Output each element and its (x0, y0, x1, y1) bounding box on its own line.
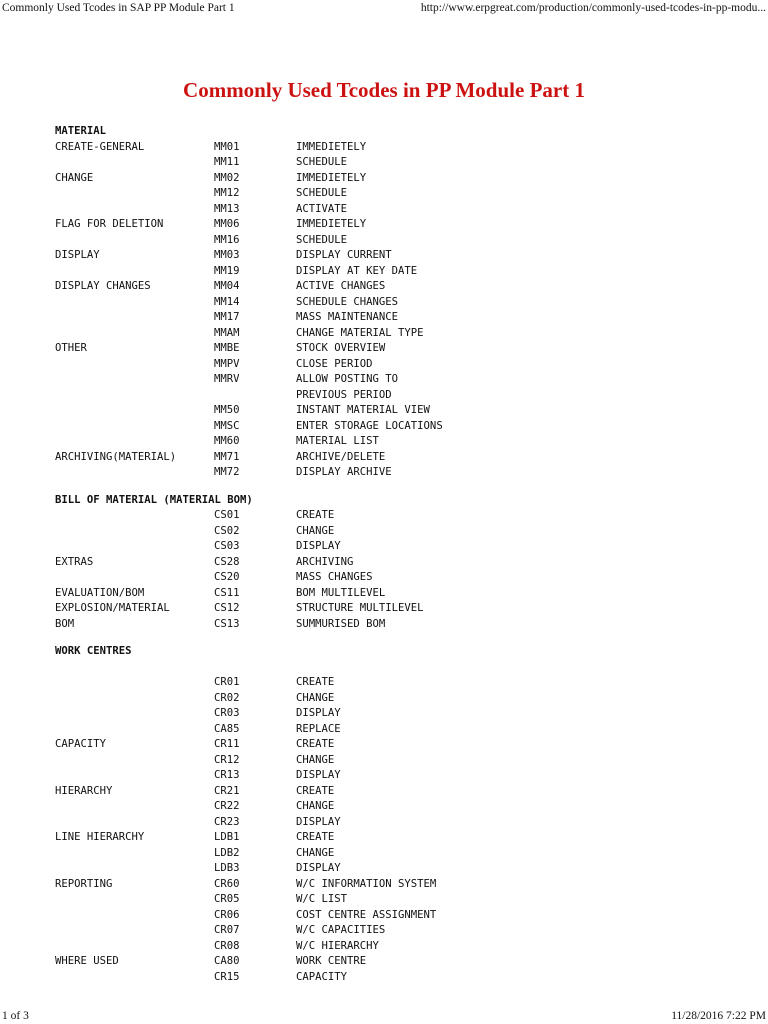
row-tcode: CS13 (214, 617, 240, 630)
row-description: SCHEDULE (296, 187, 348, 199)
row-description: W/C LIST (296, 893, 348, 905)
row-tcode: MM13 (214, 202, 240, 215)
tcode-row (55, 939, 755, 955)
row-description: CREATE (296, 831, 335, 843)
section-gap (55, 632, 755, 644)
row-description: ARCHIVING (296, 555, 354, 568)
row-description: CREATE (296, 509, 335, 521)
row-label: LINE HIERARCHY (55, 831, 145, 843)
row-description: IMMEDIETELY (296, 218, 367, 230)
tcode-row (55, 846, 755, 862)
tcode-row (55, 706, 755, 722)
row-description: CAPACITY (296, 970, 348, 983)
tcode-row (55, 419, 755, 435)
tcode-row (55, 357, 755, 373)
row-tcode: CA80 (214, 955, 240, 967)
row-description: W/C CAPACITIES (296, 924, 386, 936)
row-tcode: CR07 (214, 924, 240, 936)
tcode-row (55, 388, 755, 404)
row-tcode: CS11 (214, 586, 240, 599)
row-tcode: MM06 (214, 218, 240, 230)
tcode-listing (55, 124, 755, 985)
row-description: DISPLAY (296, 769, 341, 781)
row-tcode: CS28 (214, 555, 240, 568)
tcode-row (55, 954, 755, 970)
row-label: EXTRAS (55, 555, 94, 568)
row-description: DISPLAY (296, 540, 341, 552)
row-tcode: MM60 (214, 435, 240, 447)
tcode-row (55, 155, 755, 171)
tcode-row (55, 586, 755, 602)
row-description: INSTANT MATERIAL VIEW (296, 404, 430, 416)
tcode-row (55, 202, 755, 218)
row-tcode: MM12 (214, 187, 240, 199)
row-tcode: CS20 (214, 571, 240, 583)
row-tcode: MM19 (214, 264, 240, 277)
row-tcode: MM72 (214, 466, 240, 478)
row-tcode: MMPV (214, 357, 240, 370)
tcode-row (55, 186, 755, 202)
section-title: BILL OF MATERIAL (MATERIAL BOM) (55, 493, 253, 506)
tcode-row (55, 737, 755, 753)
row-tcode: CS03 (214, 540, 240, 552)
row-description: MATERIAL LIST (296, 435, 379, 447)
row-tcode: MMBE (214, 342, 240, 354)
row-description: STRUCTURE MULTILEVEL (296, 602, 424, 614)
row-label: WHERE USED (55, 955, 119, 967)
row-description: MASS MAINTENANCE (296, 311, 399, 323)
row-tcode: CR12 (214, 753, 240, 766)
row-description: MASS CHANGES (296, 571, 373, 583)
row-tcode: CR08 (214, 939, 240, 952)
tcode-row (55, 248, 755, 264)
tcode-row (55, 722, 755, 738)
tcode-row (55, 279, 755, 295)
row-description: CHANGE MATERIAL TYPE (296, 326, 424, 339)
tcode-row (55, 217, 755, 233)
footer-page-number: 1 of 3 (2, 1010, 29, 1022)
row-description: DISPLAY (296, 815, 341, 828)
print-footer (0, 1006, 768, 1024)
row-tcode: CR05 (214, 893, 240, 905)
tcode-row (55, 508, 755, 524)
row-description: PREVIOUS PERIOD (296, 388, 392, 401)
tcode-row (55, 341, 755, 357)
row-label: BOM (55, 617, 75, 630)
row-tcode: LDB2 (214, 846, 240, 859)
footer-datetime: 11/28/2016 7:22 PM (671, 1010, 766, 1022)
row-label: EVALUATION/BOM (55, 586, 145, 599)
tcode-row (55, 861, 755, 877)
tcode-row (55, 753, 755, 769)
row-tcode: CA85 (214, 722, 240, 735)
row-tcode: CR11 (214, 738, 240, 750)
row-description: STOCK OVERVIEW (296, 342, 386, 354)
tcode-row (55, 524, 755, 540)
row-tcode: CR23 (214, 815, 240, 828)
row-description: CHANGE (296, 524, 335, 537)
row-label: DISPLAY (55, 249, 100, 261)
row-description: IMMEDIETELY (296, 140, 367, 153)
row-tcode: MM16 (214, 233, 240, 246)
row-description: CREATE (296, 784, 335, 797)
row-description: CREATE (296, 738, 335, 750)
row-description: SCHEDULE (296, 233, 348, 246)
row-tcode: CR15 (214, 970, 240, 983)
tcode-row (55, 830, 755, 846)
section-title: WORK CENTRES (55, 645, 132, 657)
row-description: ACTIVE CHANGES (296, 280, 386, 292)
row-description: DISPLAY (296, 862, 341, 874)
row-description: BOM MULTILEVEL (296, 586, 386, 599)
page-title: Commonly Used Tcodes in PP Module Part 1 (183, 78, 585, 102)
row-label: DISPLAY CHANGES (55, 280, 151, 292)
tcode-row (55, 768, 755, 784)
row-tcode: MM14 (214, 295, 240, 308)
row-tcode: CR02 (214, 691, 240, 704)
row-tcode: CR60 (214, 877, 240, 890)
tcode-row (55, 691, 755, 707)
row-description: ALLOW POSTING TO (296, 373, 399, 385)
row-tcode: CS01 (214, 509, 240, 521)
row-description: SCHEDULE (296, 156, 348, 168)
row-description: ARCHIVE/DELETE (296, 450, 386, 463)
row-label: HIERARCHY (55, 784, 113, 797)
row-tcode: LDB1 (214, 831, 240, 843)
row-tcode: MM50 (214, 404, 240, 416)
tcode-row (55, 675, 755, 691)
row-description: ENTER STORAGE LOCATIONS (296, 419, 443, 432)
row-description: WORK CENTRE (296, 955, 367, 967)
header-url[interactable]: http://www.erpgreat.com/production/commonly-used-tcodes-in-pp-modu... (420, 2, 766, 14)
tcode-row (55, 465, 755, 481)
row-description: IMMEDIETELY (296, 171, 367, 184)
tcode-row (55, 892, 755, 908)
row-tcode: LDB3 (214, 862, 240, 874)
row-description: DISPLAY ARCHIVE (296, 466, 392, 478)
tcode-row (55, 434, 755, 450)
row-description: CHANGE (296, 691, 335, 704)
row-description: CHANGE (296, 753, 335, 766)
row-label: CHANGE (55, 171, 94, 184)
section-gap (55, 481, 755, 493)
row-tcode: CR01 (214, 676, 240, 688)
row-tcode: MM11 (214, 156, 240, 168)
tcode-row (55, 970, 755, 986)
tcode-row (55, 450, 755, 466)
tcode-row (55, 295, 755, 311)
tcode-row (55, 908, 755, 924)
print-header (0, 0, 768, 20)
tcode-row (55, 403, 755, 419)
tcode-row (55, 799, 755, 815)
row-tcode: MM01 (214, 140, 240, 153)
row-tcode: CR22 (214, 800, 240, 812)
row-description: DISPLAY (296, 707, 341, 719)
row-tcode: CS12 (214, 602, 240, 614)
row-tcode: CR06 (214, 908, 240, 921)
tcode-row (55, 555, 755, 571)
row-description: REPLACE (296, 722, 341, 735)
tcode-row (55, 784, 755, 800)
row-tcode: CR03 (214, 707, 240, 719)
tcode-row (55, 140, 755, 156)
tcode-row (55, 601, 755, 617)
tcode-row (55, 660, 755, 676)
row-label: EXPLOSION/MATERIAL (55, 602, 170, 614)
row-description: SCHEDULE CHANGES (296, 295, 399, 308)
tcode-row (55, 570, 755, 586)
header-document-title: Commonly Used Tcodes in SAP PP Module Part 1 (2, 2, 235, 14)
row-tcode: MM02 (214, 171, 240, 184)
row-tcode: MM17 (214, 311, 240, 323)
tcode-row (55, 815, 755, 831)
row-tcode: MMSC (214, 419, 240, 432)
row-tcode: MMAM (214, 326, 240, 339)
row-description: DISPLAY CURRENT (296, 249, 392, 261)
tcode-row (55, 617, 755, 633)
row-label: FLAG FOR DELETION (55, 218, 164, 230)
tcode-row (55, 171, 755, 187)
row-tcode: MM71 (214, 450, 240, 463)
tcode-row (55, 326, 755, 342)
tcode-row (55, 877, 755, 893)
row-tcode: CS02 (214, 524, 240, 537)
tcode-row (55, 372, 755, 388)
row-description: CHANGE (296, 846, 335, 859)
section-title: MATERIAL (55, 125, 107, 137)
row-description: ACTIVATE (296, 202, 348, 215)
tcode-row (55, 264, 755, 280)
tcode-row (55, 923, 755, 939)
row-description: DISPLAY AT KEY DATE (296, 264, 418, 277)
row-description: CHANGE (296, 800, 335, 812)
row-label: REPORTING (55, 877, 113, 890)
row-label: CAPACITY (55, 738, 107, 750)
row-label: ARCHIVING(MATERIAL) (55, 450, 177, 463)
row-description: W/C HIERARCHY (296, 939, 379, 952)
row-description: CREATE (296, 676, 335, 688)
row-label: CREATE-GENERAL (55, 140, 145, 153)
row-description: CLOSE PERIOD (296, 357, 373, 370)
row-tcode: MM03 (214, 249, 240, 261)
tcode-row (55, 310, 755, 326)
tcode-row (55, 539, 755, 555)
tcode-row (55, 233, 755, 249)
row-description: COST CENTRE ASSIGNMENT (296, 908, 437, 921)
row-label: OTHER (55, 342, 87, 354)
row-tcode: CR13 (214, 769, 240, 781)
row-tcode: CR21 (214, 784, 240, 797)
row-tcode: MM04 (214, 280, 240, 292)
row-description: W/C INFORMATION SYSTEM (296, 877, 437, 890)
row-tcode: MMRV (214, 373, 240, 385)
row-description: SUMMURISED BOM (296, 617, 386, 630)
